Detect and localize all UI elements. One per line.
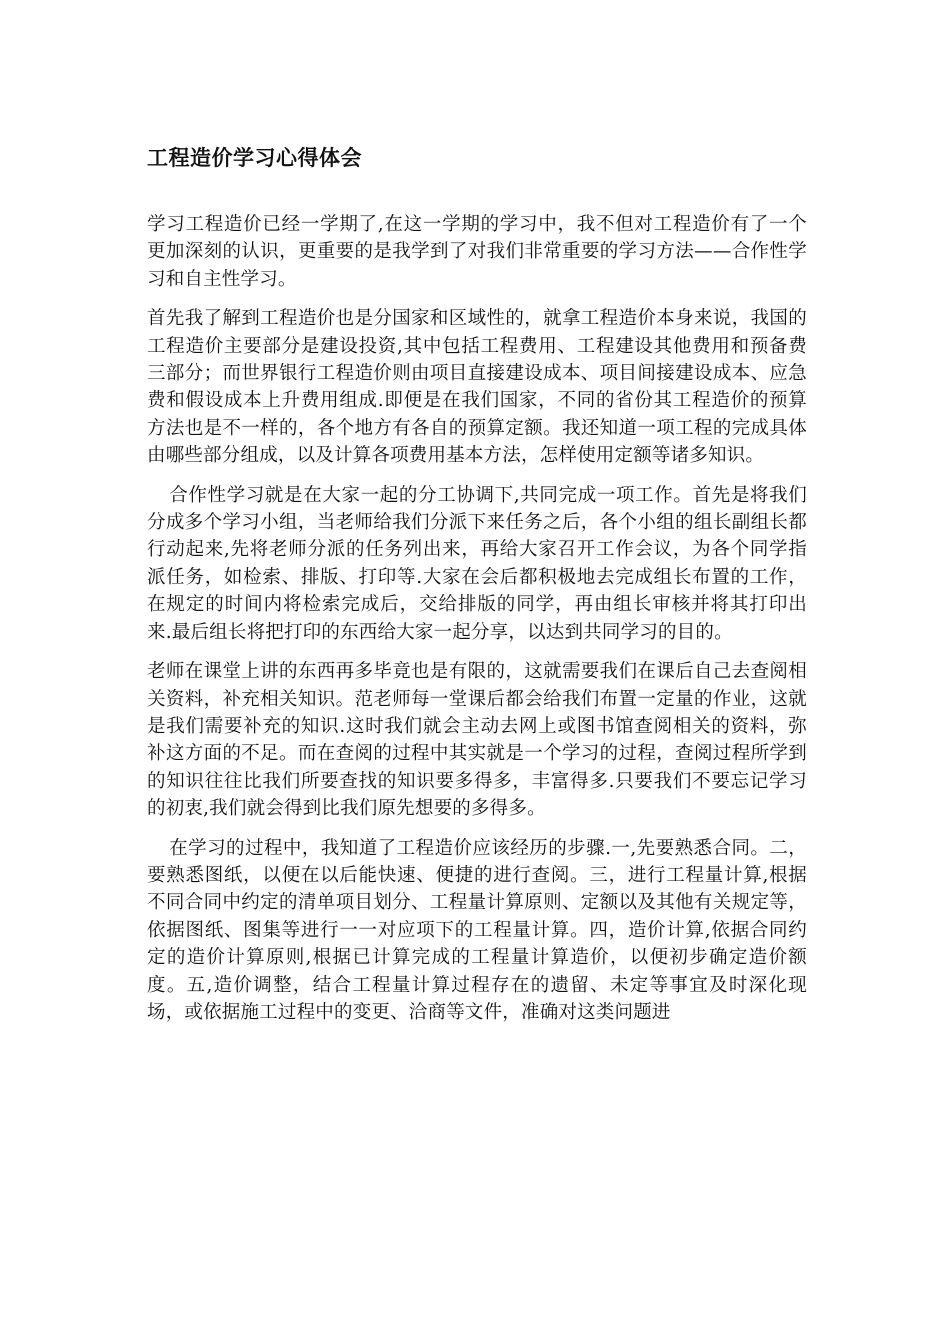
paragraph-cost-composition: 首先我了解到工程造价也是分国家和区域性的，就拿工程造价本身来说，我国的工程造价主要部分是建设投资,其中包括工程费用、工程建设其他费用和预备费三部分；而世界银行工程造价则由项目直接建设成本、项目间接建设成本、应急费和假设成本上升费用组成.即便是在我们国家，不同的省份其工程造价的预算方法也是不一样的，各个地方有各自的预算定额。我还知道一项工程的完成具体由哪些部分组成，以及计算各项费用基本方法，怎样使用定额等诸多知识。 (147, 308, 807, 467)
document-body (147, 143, 807, 1026)
document-title: 工程造价学习心得体会 (147, 146, 362, 170)
paragraph-cooperative-learning: 合作性学习就是在大家一起的分工协调下,共同完成一项工作。首先是将我们分成多个学习小组，当老师给我们分派下来任务之后，各个小组的组长副组长都行动起来,先将老师分派的任务列出来，再给大家召开工作会议，为各个同学指派任务，如检索、排版、打印等.大家在会后都积极地去完成组长布置的工作，在规定的时间内将检索完成后，交给排版的同学，再由组长审核并将其打印出来.最后组长将把打印的东西给大家一起分享，以达到共同学习的目的。 (147, 484, 807, 643)
paragraph-self-directed-learning: 老师在课堂上讲的东西再多毕竟也是有限的，这就需要我们在课后自己去查阅相关资料，补充相关知识。范老师每一堂课后都会给我们布置一定量的作业，这就是我们需要补充的知识.这时我们就会主动去网上或图书馆查阅相关的资料，弥补这方面的不足。而在查阅的过程中其实就是一个学习的过程，查阅过程所学到的知识往往比我们所要查找的知识要多得多，丰富得多.只要我们不要忘记学习的初衷,我们就会得到比我们原先想要的多得多。 (147, 661, 807, 820)
paragraph-cost-steps: 在学习的过程中，我知道了工程造价应该经历的步骤.一,先要熟悉合同。二，要熟悉图纸，以便在以后能快速、便捷的进行查阅。三，进行工程量计算,根据不同合同中约定的清单项目划分、工程量计算原则、定额以及其他有关规定等，依据图纸、图集等进行一一对应项下的工程量计算。四，造价计算,依据合同约定的造价计算原则,根据已计算完成的工程量计算造价，以便初步确定造价额度。五,造价调整，结合工程量计算过程存在的遗留、未定等事宜及时深化现场，或依据施工过程中的变更、洽商等文件，准确对这类问题进 (147, 837, 807, 1023)
paragraph-intro: 学习工程造价已经一学期了,在这一学期的学习中，我不但对工程造价有了一个更加深刻的认识，更重要的是我学到了对我们非常重要的学习方法——合作性学习和自主性学习。 (147, 214, 807, 290)
